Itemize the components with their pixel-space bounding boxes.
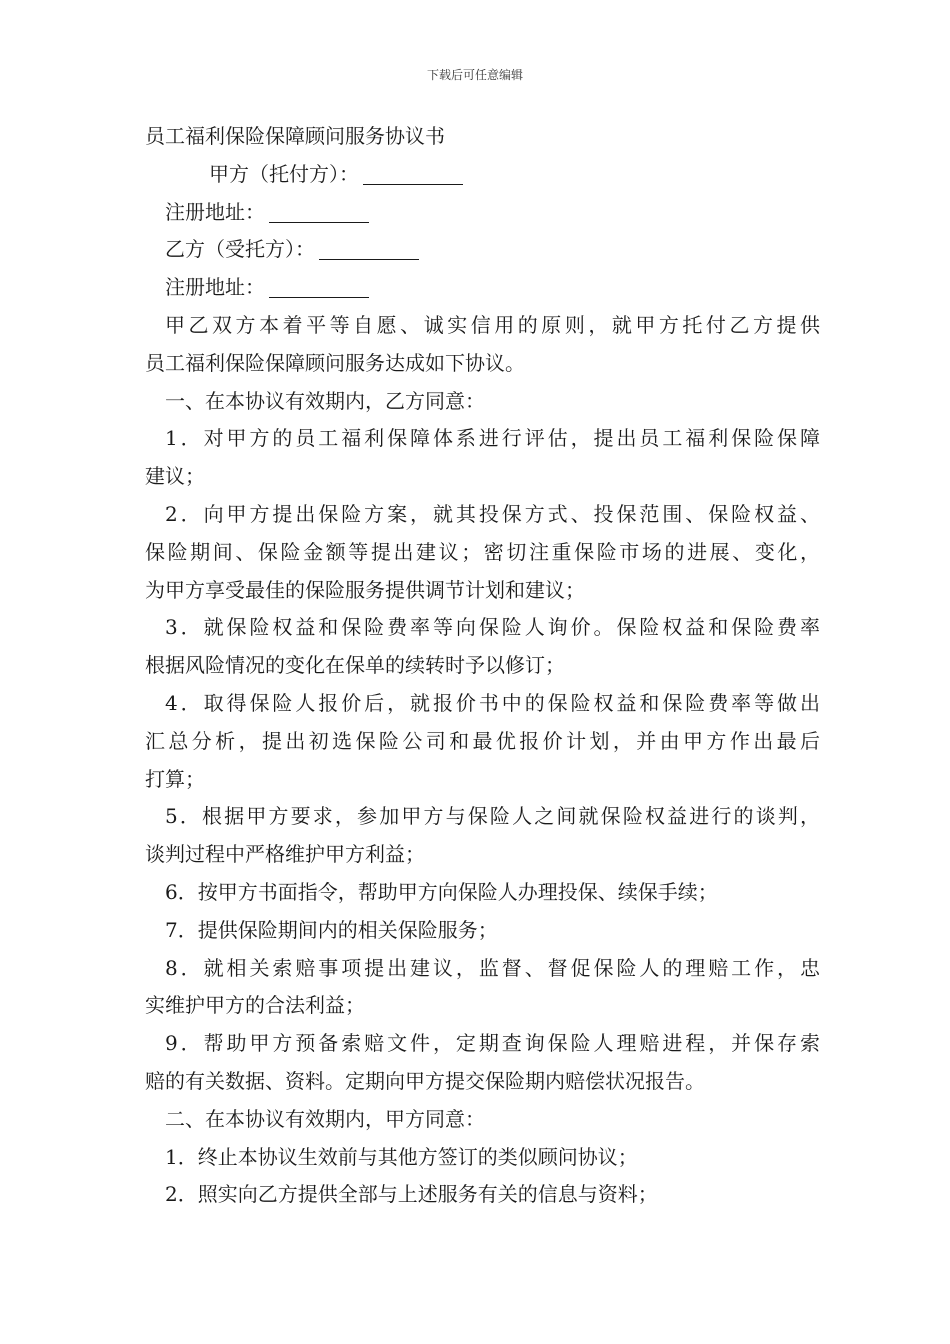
item-line: 2．向甲方提出保险方案，就其投保方式、投保范围、保险权益、: [165, 501, 820, 526]
item-line: 赔的有关数据、资料。定期向甲方提交保险期内赔偿状况报告。: [145, 1068, 705, 1093]
party-b-address-line: [145, 269, 820, 307]
item-line: 建议；: [145, 464, 205, 489]
party-a-address-blank: [269, 200, 369, 223]
item-line: 1．终止本协议生效前与其他方签订的类似顾问协议；: [165, 1144, 638, 1169]
section1-item: [145, 1025, 820, 1101]
section1-item: [145, 609, 820, 685]
party-a-address-label: 注册地址：: [165, 199, 265, 224]
party-b-address-blank: [269, 275, 369, 298]
item-line: 8．就相关索赔事项提出建议，监督、督促保险人的理赔工作，忠: [165, 955, 820, 980]
party-b-blank: [319, 237, 419, 260]
party-b-address-label: 注册地址：: [165, 275, 265, 300]
document-title: 员工福利保险保障顾问服务协议书: [145, 124, 445, 148]
party-b-line: [145, 231, 820, 269]
item-line: 9．帮助甲方预备索赔文件，定期查询保险人理赔进程，并保存索: [165, 1031, 820, 1056]
item-line: 汇总分析，提出初选保险公司和最优报价计划，并由甲方作出最后: [145, 728, 820, 753]
section2-item: [145, 1176, 820, 1214]
section2-item: [145, 1139, 820, 1177]
item-line: 2．照实向乙方提供全部与上述服务有关的信息与资料；: [165, 1182, 658, 1207]
section1-item: [145, 685, 820, 798]
item-line: 7．提供保险期间内的相关保险服务；: [165, 917, 498, 942]
item-line: 保险期间、保险金额等提出建议；密切注重保险市场的进展、变化，: [145, 539, 820, 564]
item-line: 6．按甲方书面指令，帮助甲方向保险人办理投保、续保手续；: [165, 879, 718, 904]
agreement-body: [145, 118, 820, 1214]
preamble-line: 甲乙双方本着平等自愿、诚实信用的原则，就甲方托付乙方提供: [165, 312, 820, 337]
item-line: 谈判过程中严格维护甲方利益；: [145, 842, 425, 867]
section1-item: [145, 874, 820, 912]
section1-item: [145, 420, 820, 496]
section1-item: [145, 950, 820, 1026]
party-a-label: 甲方（托付方）：: [209, 161, 359, 186]
party-b-label: 乙方（受托方）：: [165, 237, 315, 262]
section2-title: 二、在本协议有效期内，甲方同意：: [165, 1106, 485, 1131]
item-line: 根据风险情况的变化在保单的续转时予以修订；: [145, 653, 565, 678]
item-line: 打算；: [145, 766, 205, 791]
item-line: 实维护甲方的合法利益；: [145, 993, 365, 1018]
party-a-blank: [363, 162, 463, 185]
item-line: 4．取得保险人报价后，就报价书中的保险权益和保险费率等做出: [165, 690, 820, 715]
item-line: 为甲方享受最佳的保险服务提供调节计划和建议；: [145, 577, 585, 602]
item-line: 1．对甲方的员工福利保障体系进行评估，提出员工福利保险保障: [165, 426, 820, 451]
party-a-address-line: [145, 194, 820, 232]
preamble-line: 员工福利保险保障顾问服务达成如下协议。: [145, 350, 525, 375]
item-line: 5．根据甲方要求，参加甲方与保险人之间就保险权益进行的谈判，: [165, 804, 820, 829]
section1-item: [145, 496, 820, 609]
header-note: 下载后可任意编辑: [426, 68, 523, 82]
party-a-line: [145, 156, 820, 194]
section1-item: [145, 798, 820, 874]
section1-item: [145, 912, 820, 950]
section1-title: 一、在本协议有效期内，乙方同意：: [165, 388, 485, 413]
item-line: 3．就保险权益和保险费率等向保险人询价。保险权益和保险费率: [165, 615, 820, 640]
